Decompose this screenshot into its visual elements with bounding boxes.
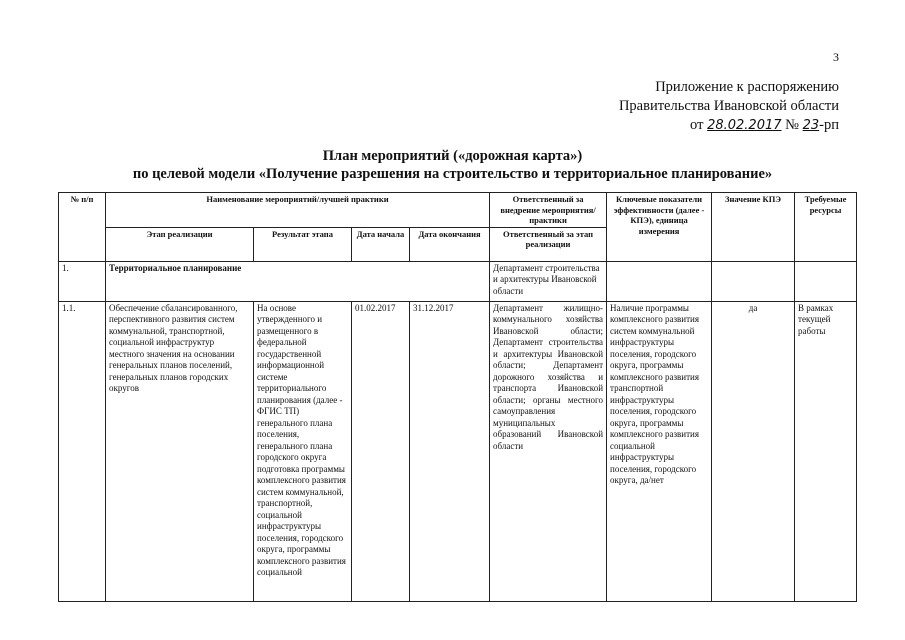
header-responsible: Ответственный за внедрение мероприятия/ практики	[490, 193, 607, 228]
section-num: 1.	[59, 261, 106, 301]
plan-subtitle: по целевой модели «Получение разрешения на строительство и территориальное планирование»	[132, 166, 773, 182]
appendix-suffix: -рп	[819, 117, 839, 133]
appendix-date: 28.02.2017	[707, 118, 782, 133]
header-end: Дата окончания	[410, 227, 490, 261]
row-kpi-value: да	[712, 301, 795, 601]
appendix-number-label: №	[785, 117, 799, 133]
header-num: № п/п	[59, 193, 106, 262]
header-result: Результат этапа	[254, 227, 352, 261]
row-result: На основе утвержденного и размещенного в федеральной государственной информационной системе территориального планирования (далее - ФГИС ТП) генерального плана поселения, генерального плана городского округа подготовка программы комплексного развития систем коммунальной, транспортной, социальной инфраструктуры поселения, городского округа, программы комплексного развития социальной	[254, 301, 352, 601]
table-row	[59, 301, 857, 601]
section-responsible: Департамент строительства и архитектуры Ивановской области	[490, 261, 607, 301]
plan-title: План мероприятий («дорожная карта»)	[322, 148, 583, 164]
appendix-line-3	[619, 116, 839, 135]
row-start: 01.02.2017	[352, 301, 410, 601]
section-name: Территориальное планирование	[106, 261, 490, 301]
row-num: 1.1.	[59, 301, 106, 601]
header-row-1	[59, 193, 857, 228]
row-resources: В рамках текущей работы	[795, 301, 857, 601]
row-responsible: Департамент жилищно-коммунального хозяйства Ивановской области; Департамент строительства и архитектуры Ивановской области; Департамент дорожного хозяйства и транспорта Ивановской области; органы местного самоуправления муниципальных образований Ивановской области	[490, 301, 607, 601]
row-kpi: Наличие программы комплексного развития систем коммунальной инфраструктуры поселения, городского округа, программы комплексного развития транспортной инфраструктуры поселения, городского округа, программы комплексного развития социальной инфраструктуры поселения, городского округа, да/нет	[607, 301, 712, 601]
appendix-line-1: Приложение к распоряжению	[655, 79, 839, 95]
row-stage: Обеспечение сбалансированного, перспективного развития систем коммунальной, транспортной, социальной инфраструктур местного значения на основании генеральных планов поселений, генеральных планов городских округов	[106, 301, 254, 601]
appendix-block	[619, 78, 839, 135]
header-resources: Требуемые ресурсы	[795, 193, 857, 262]
header-kpi-value: Значение КПЭ	[712, 193, 795, 262]
header-name: Наименование мероприятий/лучшей практики	[106, 193, 490, 228]
appendix-line-2: Правительства Ивановской области	[618, 98, 839, 114]
section-row	[59, 261, 857, 301]
roadmap-table	[58, 192, 857, 602]
header-kpi: Ключевые показатели эффективности (далее - КПЭ), единица измерения	[607, 193, 712, 262]
row-end: 31.12.2017	[410, 301, 490, 601]
header-stage-responsible: Ответственный за этап реализации	[490, 227, 607, 261]
header-start: Дата начала	[352, 227, 410, 261]
appendix-prefix: от	[690, 117, 704, 133]
header-stage: Этап реализации	[106, 227, 254, 261]
page-number: 3	[833, 50, 839, 64]
appendix-number: 23	[802, 118, 820, 133]
